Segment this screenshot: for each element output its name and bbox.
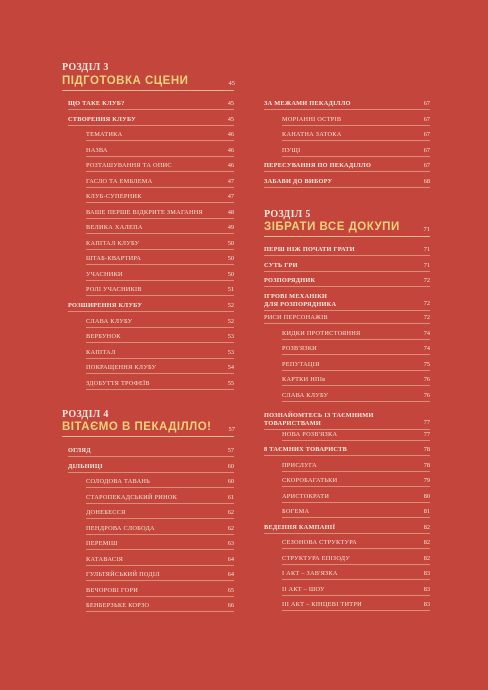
toc-entry-underline	[264, 310, 430, 311]
toc-entry-label: ПЕРЕМІШ	[86, 540, 118, 547]
toc-entry-label: І АКТ – ЗАВ'ЯЗКА	[282, 570, 338, 577]
toc-entry-page: 82	[423, 524, 430, 531]
toc-entry-underline	[86, 503, 234, 504]
toc-entry[interactable]	[86, 193, 234, 204]
toc-entry-underline	[282, 385, 430, 386]
toc-entry-underline	[86, 580, 234, 581]
toc-entry-underline	[264, 455, 430, 456]
toc-entry[interactable]	[264, 524, 430, 535]
toc-entry-underline	[86, 342, 234, 343]
toc-entry-page: 82	[423, 555, 430, 562]
toc-entry-underline	[86, 187, 234, 188]
toc-entry-page: 49	[227, 224, 234, 231]
toc-entry-page: 76	[423, 376, 430, 383]
toc-entry-underline	[86, 518, 234, 519]
toc-entry-underline	[264, 429, 430, 430]
toc-entry-underline	[282, 354, 430, 355]
toc-entry-underline	[264, 109, 430, 110]
toc-entry[interactable]	[282, 147, 430, 158]
toc-entry-underline	[86, 202, 234, 203]
toc-entry-label: НАЗВА	[86, 147, 108, 154]
toc-entry-underline	[86, 249, 234, 250]
toc-entry-underline	[86, 171, 234, 172]
toc-entry[interactable]	[86, 209, 234, 220]
toc-entry-underline	[68, 109, 234, 110]
chapter-5-title[interactable]: ЗІБРАТИ ВСЕ ДОКУПИ	[264, 221, 400, 233]
toc-entry-underline	[86, 295, 234, 296]
toc-entry-underline	[86, 156, 234, 157]
toc-entry-underline	[86, 534, 234, 535]
toc-entry-label: СТАРОПЕКАДСЬКИЙ РИНОК	[86, 494, 178, 501]
toc-entry-label: ЗДОБУТТЯ ТРОФЕЇВ	[86, 380, 150, 387]
toc-entry-page: 67	[423, 116, 430, 123]
toc-entry[interactable]	[282, 431, 430, 442]
toc-entry-page: 45	[227, 116, 234, 123]
toc-entry-page: 52	[227, 318, 234, 325]
toc-entry-page: 76	[423, 392, 430, 399]
chapter-3-title[interactable]: ПІДГОТОВКА СЦЕНИ	[62, 75, 189, 87]
toc-entry[interactable]	[264, 277, 430, 288]
toc-entry-label: ТЕМАТИКА	[86, 131, 123, 138]
toc-entry-page: 50	[227, 255, 234, 262]
toc-entry-underline	[264, 187, 430, 188]
toc-entry-label-line2: ТОВАРИСТВАМИ	[264, 420, 322, 427]
toc-entry-label: ОГЛЯД	[68, 447, 91, 454]
toc-entry-page: 72	[423, 277, 430, 284]
toc-entry[interactable]	[86, 147, 234, 158]
toc-entry-page: 67	[423, 147, 430, 154]
toc-entry-label: РОЗШИРЕННЯ КЛУБУ	[68, 302, 143, 309]
toc-entry-label: АРИСТОКРАТИ	[282, 493, 330, 500]
chapter-4-title[interactable]: ВІТАЄМО В ПЕКАДІЛЛО!	[62, 421, 212, 433]
toc-entry[interactable]	[264, 293, 430, 312]
toc-entry-page: 78	[423, 446, 430, 453]
toc-entry-underline	[282, 370, 430, 371]
toc-entry-label: ПЕРШ НІЖ ПОЧАТИ ГРАТИ	[264, 246, 355, 253]
toc-entry-page: 79	[423, 477, 430, 484]
toc-entry-page: 80	[423, 493, 430, 500]
toc-entry[interactable]	[86, 478, 234, 489]
toc-entry[interactable]	[282, 345, 430, 356]
toc-entry-label: ДІЛЬНИЦІ	[68, 463, 103, 470]
toc-entry-label-line2: ДЛЯ РОЗПОРЯДНИКА	[264, 301, 337, 308]
toc-entry-page: 62	[227, 525, 234, 532]
toc-entry-underline	[68, 456, 234, 457]
toc-entry-label: ВЕЛИКА ХАЛЕПА	[86, 224, 143, 231]
chapter-3-label: РОЗДІЛ 3	[62, 62, 109, 73]
toc-entry-page: 57	[227, 447, 234, 454]
toc-entry[interactable]	[282, 555, 430, 566]
toc-entry[interactable]	[282, 477, 430, 488]
toc-entry-label: ВАШЕ ПЕРШЕ ВІДКРИТЕ ЗМАГАННЯ	[86, 209, 203, 216]
toc-entry-page: 50	[227, 240, 234, 247]
toc-entry[interactable]	[282, 361, 430, 372]
toc-entry-underline	[86, 264, 234, 265]
toc-entry-label: СЛАВА КЛУБУ	[86, 318, 133, 325]
toc-entry-label: ЗА МЕЖАМИ ПЕКАДІЛЛО	[264, 100, 351, 107]
toc-entry-label: СЛАВА КЛУБУ	[282, 392, 329, 399]
toc-entry[interactable]	[264, 100, 430, 111]
toc-entry-label: ПРИСЛУГА	[282, 462, 317, 469]
toc-entry[interactable]	[86, 271, 234, 282]
toc-entry[interactable]	[264, 162, 430, 173]
toc-entry-label: РОЗТАШУВАННЯ ТА ОПИС	[86, 162, 172, 169]
toc-entry-underline	[282, 440, 430, 441]
toc-entry[interactable]	[282, 508, 430, 519]
toc-entry-label: СЕЗОНОВА СТРУКТУРА	[282, 539, 357, 546]
toc-entry-label: ПОКРАЩЕННЯ КЛУБУ	[86, 364, 157, 371]
toc-entry-page: 67	[423, 162, 430, 169]
toc-entry-underline	[282, 579, 430, 580]
toc-entry-label: СКОРОБАГАТЬКИ	[282, 477, 338, 484]
toc-entry-label: ПЕРЕСУВАННЯ ПО ПЕКАДІЛЛО	[264, 162, 372, 169]
toc-entry[interactable]	[264, 446, 430, 457]
toc-entry-page: 66	[227, 602, 234, 609]
toc-entry-underline	[68, 472, 234, 473]
toc-entry-label: КАНАТНА ЗАТОКА	[282, 131, 342, 138]
toc-entry-label: 8 ТАЄМНИХ ТОВАРИСТВ	[264, 446, 348, 453]
toc-entry-page: 51	[227, 286, 234, 293]
toc-entry-page: 81	[423, 508, 430, 515]
toc-entry-page: 52	[227, 302, 234, 309]
toc-entry[interactable]	[86, 333, 234, 344]
toc-entry-label: ІІ АКТ – ШОУ	[282, 586, 325, 593]
toc-entry-label: БОГЕМА	[282, 508, 310, 515]
toc-entry-page: 77	[423, 431, 430, 438]
toc-entry-underline	[264, 271, 430, 272]
toc-entry[interactable]	[282, 539, 430, 550]
toc-entry-underline	[282, 610, 430, 611]
toc-entry[interactable]	[68, 302, 234, 313]
toc-entry[interactable]	[68, 116, 234, 127]
toc-entry-underline	[264, 323, 430, 324]
toc-entry[interactable]	[282, 131, 430, 142]
toc-entry[interactable]	[68, 463, 234, 474]
toc-entry[interactable]	[86, 556, 234, 567]
toc-entry-label: КИДКИ ПРОТИСТОЯННЯ	[282, 330, 361, 337]
toc-entry-label: РОЛІ УЧАСНИКІВ	[86, 286, 142, 293]
toc-entry-page: 74	[423, 345, 430, 352]
toc-entry[interactable]	[264, 178, 430, 189]
toc-entry-page: 53	[227, 349, 234, 356]
toc-entry-underline	[264, 171, 430, 172]
toc-entry[interactable]	[264, 262, 430, 273]
toc-entry-page: 67	[423, 100, 430, 107]
toc-entry-label: ШТАБ-КВАРТИРА	[86, 255, 142, 262]
toc-entry-label: ГАСЛО ТА ЕМБЛЕМА	[86, 178, 153, 185]
toc-entry[interactable]	[68, 447, 234, 458]
toc-entry[interactable]	[86, 525, 234, 536]
toc-entry-page: 83	[423, 601, 430, 608]
toc-entry-page: 75	[423, 361, 430, 368]
toc-entry-label: ГУЛЬТЯЙСЬКИЙ ПОДІЛ	[86, 571, 160, 578]
toc-entry-underline	[282, 140, 430, 141]
toc-entry-page: 61	[227, 494, 234, 501]
toc-entry-label: ЩО ТАКЕ КЛУБ?	[68, 100, 125, 107]
toc-entry-underline	[86, 373, 234, 374]
toc-entry[interactable]	[86, 587, 234, 598]
toc-entry-page: 53	[227, 333, 234, 340]
toc-entry-underline	[86, 611, 234, 612]
toc-entry-page: 83	[423, 586, 430, 593]
toc-entry[interactable]	[86, 318, 234, 329]
toc-entry-underline	[86, 487, 234, 488]
chapter-5-label: РОЗДІЛ 5	[264, 209, 311, 220]
toc-entry-underline	[282, 595, 430, 596]
toc-entry-page: 83	[423, 570, 430, 577]
toc-entry-underline	[86, 358, 234, 359]
toc-entry-label: СТВОРЕННЯ КЛУБУ	[68, 116, 137, 123]
toc-entry-underline	[86, 565, 234, 566]
toc-entry-page: 77	[423, 419, 430, 426]
toc-entry[interactable]	[86, 509, 234, 520]
toc-entry[interactable]	[86, 240, 234, 251]
toc-entry[interactable]	[68, 100, 234, 111]
toc-entry-underline	[86, 389, 234, 390]
toc-entry-underline	[86, 140, 234, 141]
toc-entry-label: КАРТКИ НПІв	[282, 376, 326, 383]
toc-entry-underline	[282, 156, 430, 157]
toc-entry-page: 48	[227, 209, 234, 216]
toc-entry[interactable]	[264, 246, 430, 257]
toc-entry-label: РОЗПОРЯДНИК	[264, 277, 316, 284]
toc-entry[interactable]	[264, 314, 430, 325]
toc-entry-underline	[282, 502, 430, 503]
toc-entry-underline	[282, 339, 430, 340]
toc-entry[interactable]	[282, 376, 430, 387]
toc-entry-page: 65	[227, 587, 234, 594]
toc-entry-page: 50	[227, 271, 234, 278]
chapter-3-page: 45	[228, 80, 235, 87]
toc-entry[interactable]	[86, 224, 234, 235]
toc-entry-underline	[282, 564, 430, 565]
toc-entry-label: ВЕДЕННЯ КАМПАНІЇ	[264, 524, 336, 531]
toc-entry-label: НОВА РОЗВ'ЯЗКА	[282, 431, 338, 438]
toc-entry-underline	[264, 286, 430, 287]
toc-entry[interactable]	[86, 178, 234, 189]
toc-entry-page: 62	[227, 509, 234, 516]
toc-entry-underline	[264, 533, 430, 534]
toc-entry[interactable]	[86, 286, 234, 297]
toc-entry[interactable]	[86, 571, 234, 582]
toc-entry-underline	[282, 486, 430, 487]
toc-entry-underline	[282, 548, 430, 549]
toc-entry-label: МОРІАННІ ОСТРІВ	[282, 116, 342, 123]
toc-entry-label: БЕНБЕРЗЬКЕ КОРЗО	[86, 602, 150, 609]
toc-entry-page: 72	[423, 314, 430, 321]
toc-entry[interactable]	[86, 602, 234, 613]
toc-entry-label: ІГРОВІ МЕХАНІКИ	[264, 293, 328, 300]
toc-entry-underline	[282, 517, 430, 518]
toc-entry-page: 46	[227, 162, 234, 169]
toc-entry[interactable]	[86, 349, 234, 360]
toc-entry-label: ВЕЧОРОВІ ГОРИ	[86, 587, 139, 594]
toc-entry-page: 64	[227, 556, 234, 563]
toc-entry-page: 46	[227, 131, 234, 138]
toc-entry-label: ПЕНДРОВА СЛОБОДА	[86, 525, 155, 532]
toc-entry-label: РИСИ ПЕРСОНАЖІВ	[264, 314, 328, 321]
toc-entry-label: ПОЗНАЙОМТЕСЬ ІЗ ТАЄМНИМИ	[264, 412, 374, 419]
toc-entry[interactable]	[282, 601, 430, 612]
chapter-4-label: РОЗДІЛ 4	[62, 409, 109, 420]
toc-entry-page: 47	[227, 178, 234, 185]
toc-entry-page: 78	[423, 462, 430, 469]
toc-entry-label: ПУЩІ	[282, 147, 301, 154]
toc-entry[interactable]	[86, 255, 234, 266]
toc-entry-page: 68	[423, 178, 430, 185]
toc-entry[interactable]	[86, 131, 234, 142]
toc-entry[interactable]	[86, 540, 234, 551]
toc-entry-label: КАПІТАЛ	[86, 349, 116, 356]
chapter-4-page: 57	[228, 426, 235, 433]
toc-entry-page: 82	[423, 539, 430, 546]
toc-entry-label: КЛУБ-СУПЕРНИК	[86, 193, 142, 200]
toc-entry-label: РОЗВ'ЯЗКИ	[282, 345, 317, 352]
chapter-5-rule	[264, 236, 430, 237]
toc-entry[interactable]	[86, 162, 234, 173]
toc-entry-page: 64	[227, 571, 234, 578]
toc-entry-page: 72	[423, 300, 430, 307]
toc-entry-page: 63	[227, 540, 234, 547]
toc-entry-underline	[86, 327, 234, 328]
toc-entry-page: 60	[227, 478, 234, 485]
toc-entry-label: ВЕРБУНОК	[86, 333, 121, 340]
toc-entry-underline	[68, 311, 234, 312]
toc-entry-page: 55	[227, 380, 234, 387]
toc-entry-label: ІІІ АКТ – КІНЦЕВІ ТИТРИ	[282, 601, 362, 608]
toc-entry-label: ЗАБАВИ ДО ВИБОРУ	[264, 178, 333, 185]
toc-entry-underline	[86, 596, 234, 597]
toc-entry-page: 74	[423, 330, 430, 337]
toc-entry[interactable]	[86, 380, 234, 391]
toc-entry-underline	[68, 125, 234, 126]
toc-entry-page: 54	[227, 364, 234, 371]
toc-entry-underline	[282, 125, 430, 126]
toc-entry-underline	[86, 218, 234, 219]
toc-entry-label: КАПІТАЛ КЛУБУ	[86, 240, 140, 247]
toc-entry[interactable]	[282, 330, 430, 341]
toc-entry[interactable]	[264, 412, 430, 431]
toc-entry-page: 60	[227, 463, 234, 470]
toc-entry-underline	[86, 233, 234, 234]
toc-entry[interactable]	[282, 462, 430, 473]
toc-entry[interactable]	[282, 586, 430, 597]
toc-entry-page: 71	[423, 246, 430, 253]
toc-entry-label: СОЛОДОВА ТАВАНЬ	[86, 478, 151, 485]
toc-entry-underline	[86, 549, 234, 550]
toc-entry-page: 67	[423, 131, 430, 138]
toc-entry[interactable]	[282, 493, 430, 504]
toc-entry-page: 47	[227, 193, 234, 200]
toc-entry[interactable]	[282, 116, 430, 127]
toc-entry-label: ДОНЕБЕССЯ	[86, 509, 126, 516]
toc-entry-label: КАТАВАСІЯ	[86, 556, 124, 563]
toc-entry[interactable]	[282, 392, 430, 403]
toc-entry-label: РЕПУТАЦІЯ	[282, 361, 320, 368]
chapter-4-rule	[62, 436, 234, 437]
chapter-3-rule	[62, 90, 234, 91]
toc-entry[interactable]	[86, 494, 234, 505]
toc-entry-underline	[282, 401, 430, 402]
toc-entry[interactable]	[282, 570, 430, 581]
toc-entry-page: 45	[227, 100, 234, 107]
toc-entry-underline	[264, 255, 430, 256]
toc-entry-label: СУТЬ ГРИ	[264, 262, 298, 269]
chapter-5-page: 71	[423, 226, 430, 233]
toc-entry[interactable]	[86, 364, 234, 375]
toc-entry-page: 46	[227, 147, 234, 154]
toc-entry-label: УЧАСНИКИ	[86, 271, 123, 278]
toc-entry-underline	[86, 280, 234, 281]
toc-entry-page: 71	[423, 262, 430, 269]
toc-entry-underline	[282, 471, 430, 472]
toc-entry-label: СТРУКТУРА ЕПІЗОДУ	[282, 555, 351, 562]
